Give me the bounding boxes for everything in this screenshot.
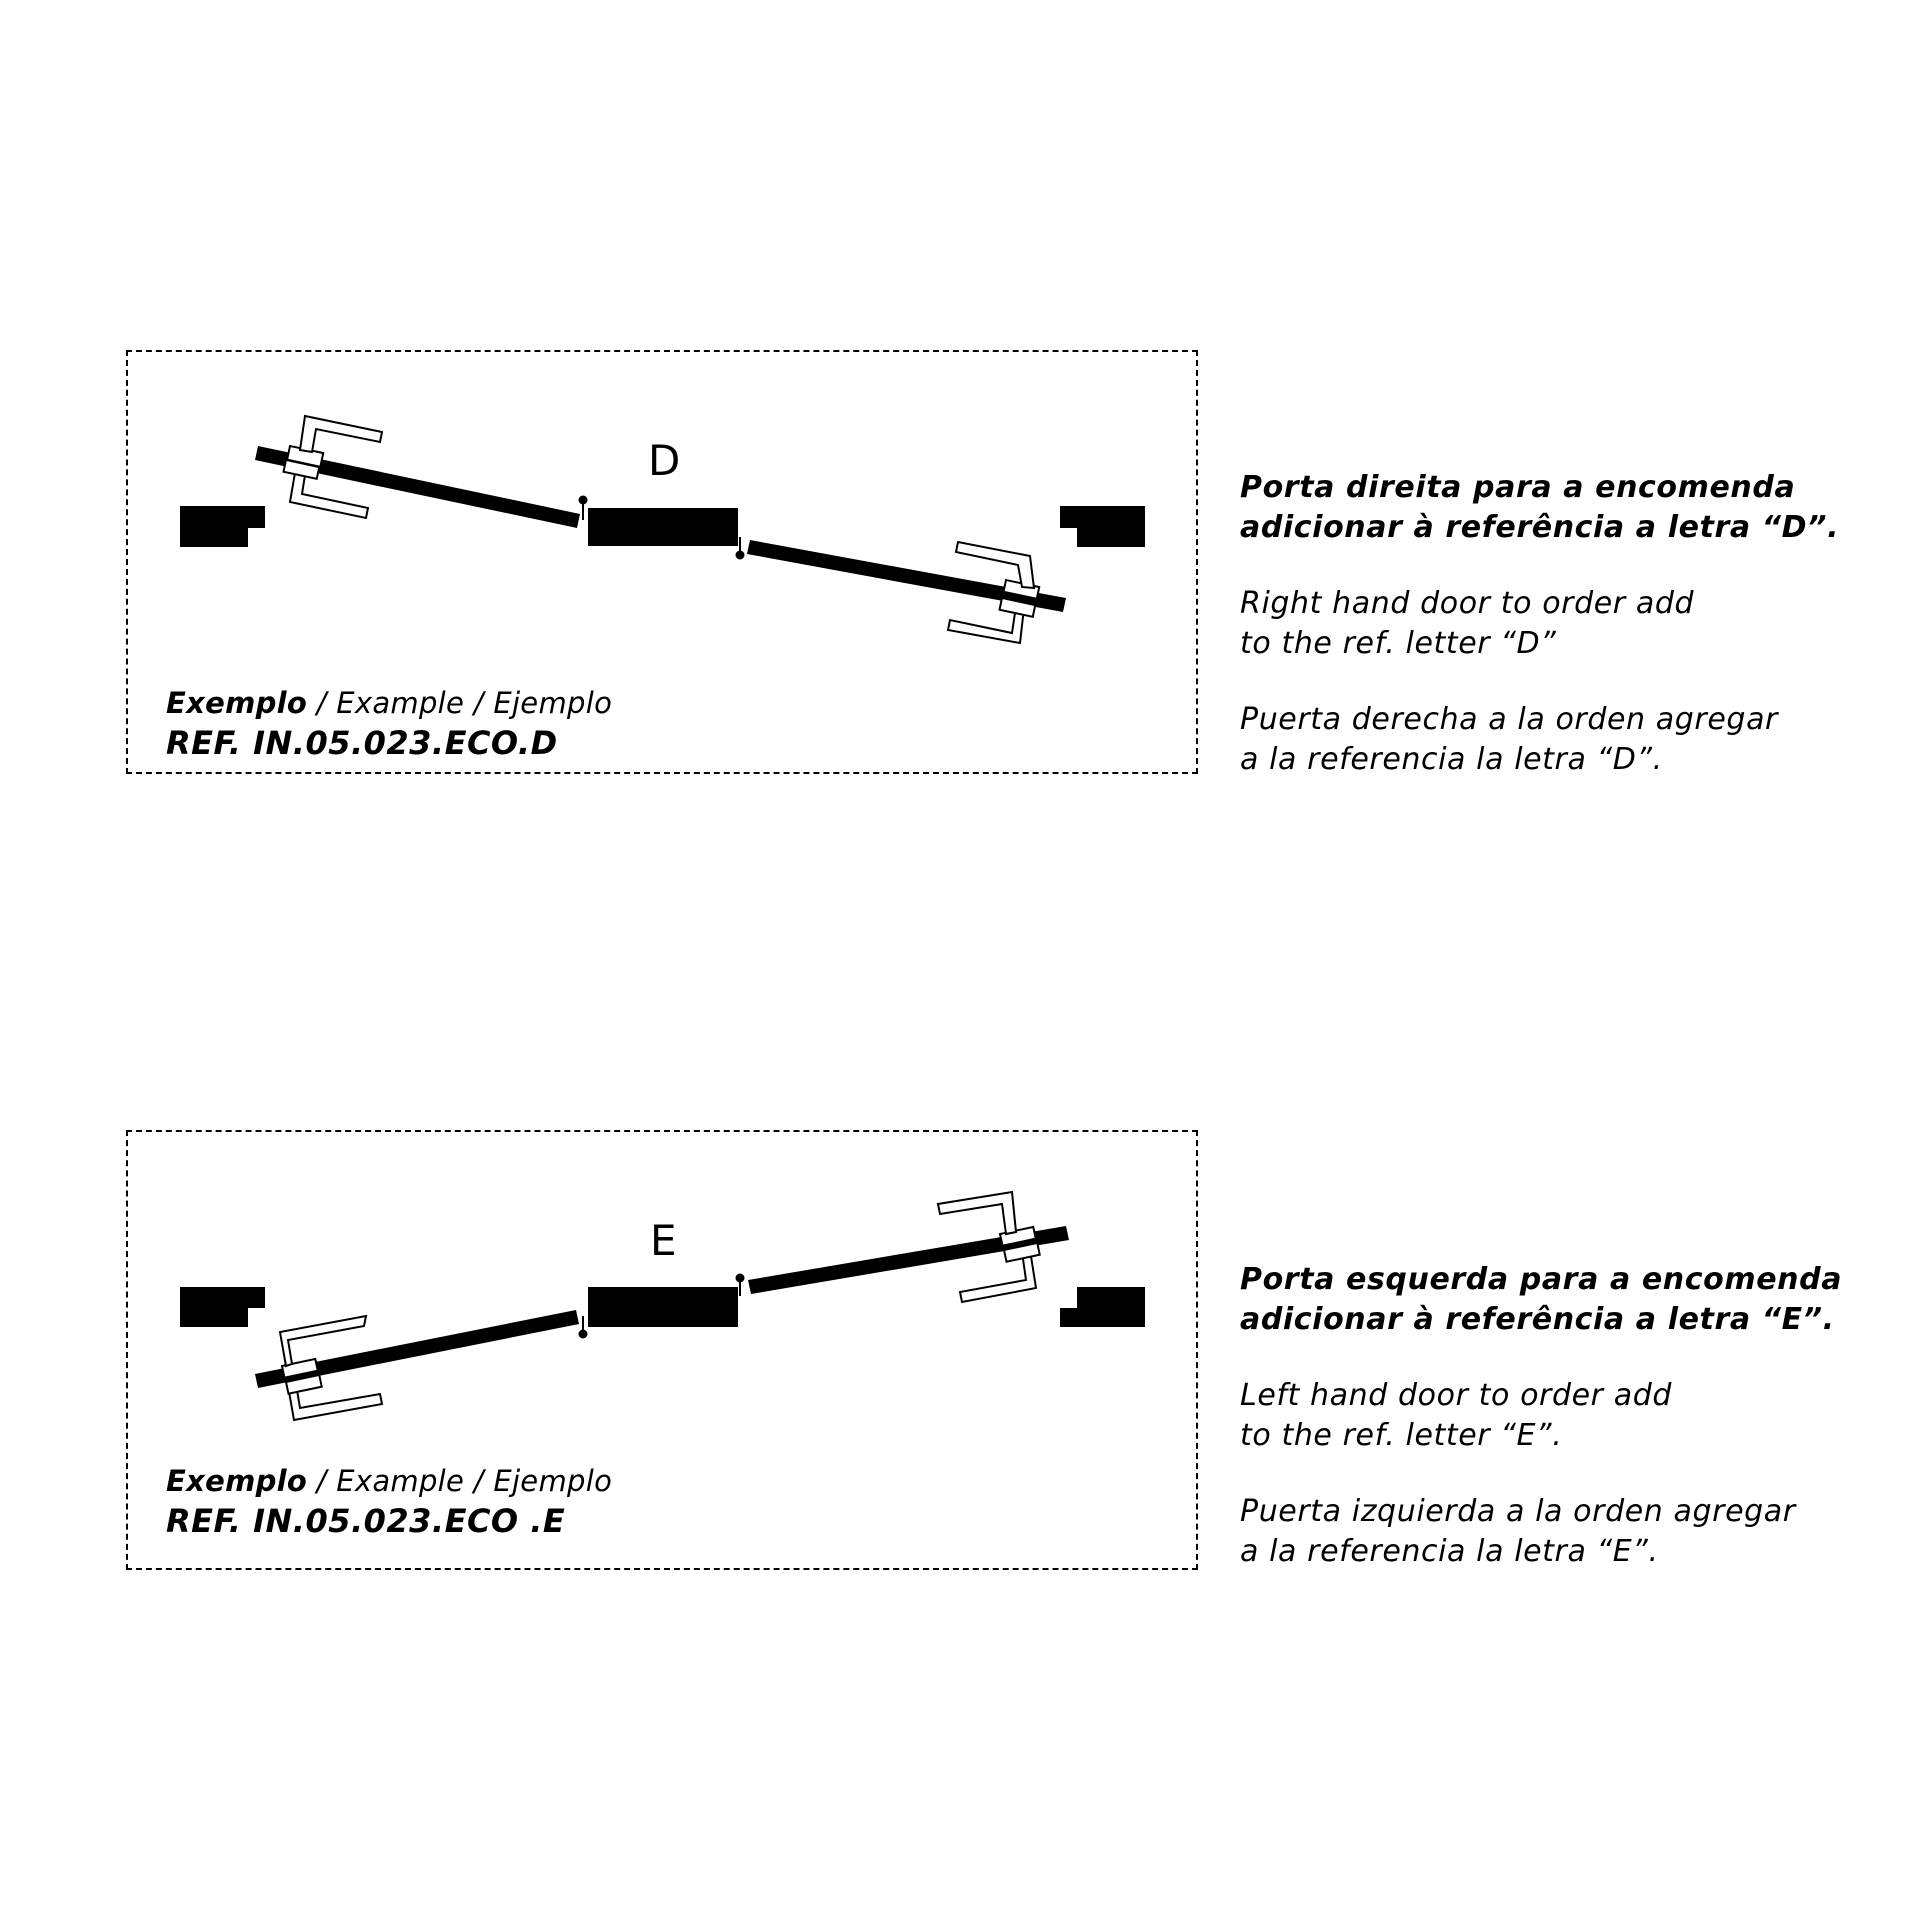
wall-right <box>1060 506 1145 547</box>
example-label: Exemplo / Example / Ejemplo <box>166 1464 613 1498</box>
center-block <box>588 1287 738 1327</box>
description-e <box>1240 1260 1900 1572</box>
description-d <box>1240 468 1900 780</box>
reference-code: REF. IN.05.023.ECO.D <box>166 724 558 762</box>
wall-left <box>180 1287 265 1327</box>
example-label: Exemplo / Example / Ejemplo <box>166 686 613 720</box>
panel-left-hand-door <box>0 1130 1920 1570</box>
description-en: Left hand door to order add to the ref. letter “E”. <box>1240 1378 1673 1453</box>
description-es: Puerta izquierda a la orden agregar a la referencia la letra “E”. <box>1240 1494 1796 1569</box>
panel-right-hand-door <box>0 350 1920 790</box>
reference-code: REF. IN.05.023.ECO .E <box>166 1502 566 1540</box>
description-pt: Porta esquerda para a encomenda adicionar à referência a letra “E”. <box>1240 1262 1843 1337</box>
door-leaf-left <box>255 1310 579 1388</box>
description-en: Right hand door to order add to the ref. letter “D” <box>1240 586 1695 661</box>
description-es: Puerta derecha a la orden agregar a la referencia la letra “D”. <box>1240 702 1778 777</box>
center-block <box>588 508 738 546</box>
hand-letter: D <box>648 436 681 485</box>
description-pt: Porta direita para a encomenda adicionar à referência a letra “D”. <box>1240 470 1840 545</box>
wall-left <box>180 506 265 547</box>
wall-right <box>1060 1287 1145 1327</box>
hand-letter: E <box>650 1216 677 1265</box>
